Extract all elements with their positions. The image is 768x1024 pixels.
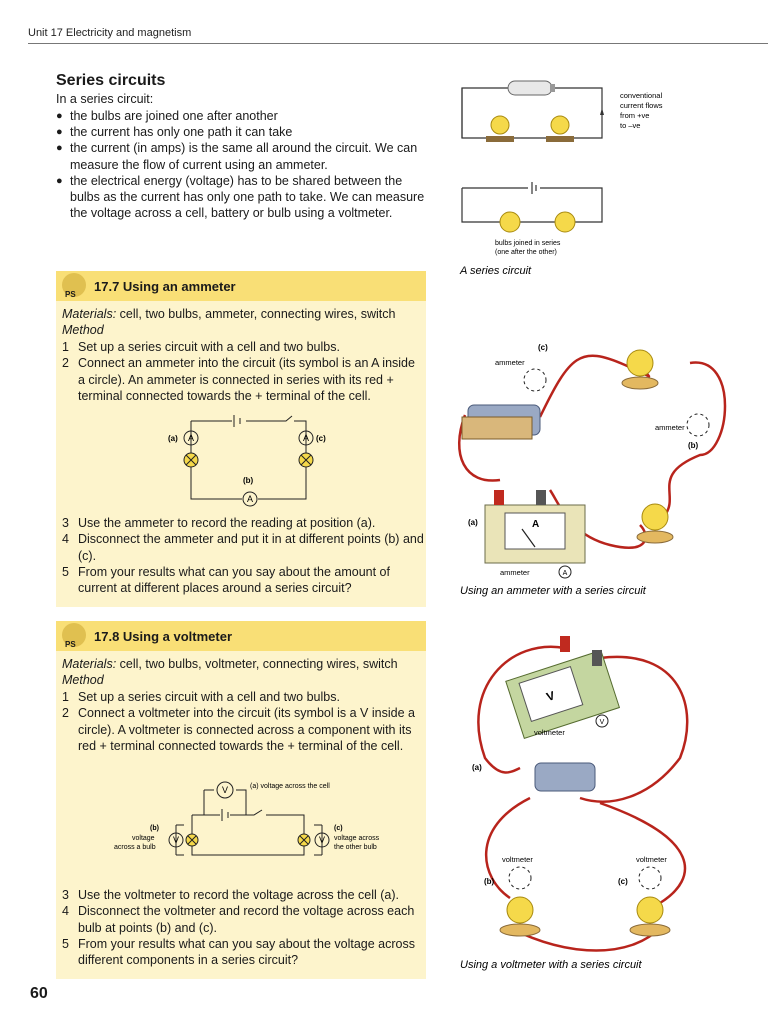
method-steps	[62, 515, 424, 596]
method-steps	[62, 689, 424, 754]
ammeter-circuit-diagram	[156, 411, 336, 511]
running-header: Unit 17 Electricity and magnetism	[28, 27, 192, 39]
ammeter-label: ammeter	[655, 423, 685, 432]
step-text: Set up a series circuit with a cell and two bulbs.	[78, 690, 340, 704]
voltmeter-label: voltmeter	[534, 728, 565, 737]
method-steps	[62, 339, 424, 404]
label-a: (a)	[472, 763, 482, 772]
bulb-icon	[546, 116, 574, 142]
meter-symbol: V	[221, 785, 229, 795]
materials-label: Materials:	[62, 307, 117, 321]
meter-symbol: A	[187, 433, 195, 443]
ps-badge: PS	[65, 290, 76, 299]
bullet-list	[56, 108, 426, 221]
step-text: Connect an ammeter into the circuit (its symbol is an A inside a circle). An ammeter is connected in series with its red + terminal connected towards the + terminal of the cell.	[78, 356, 415, 403]
bulbs-note: bulbs joined in series	[495, 240, 561, 247]
step-number: 4	[62, 532, 69, 547]
label-c: (c)	[316, 434, 326, 443]
ammeter-label: ammeter	[495, 358, 525, 367]
voltmeter-label: voltmeter	[502, 855, 533, 864]
bulb-icon	[486, 116, 514, 142]
step-item	[62, 339, 424, 355]
bullet-item: ● the bulbs are joined one after another	[56, 108, 426, 124]
step-item	[62, 689, 424, 705]
step-number: 3	[62, 516, 69, 530]
bulb-icon	[630, 897, 670, 936]
flow-note: to –ve	[620, 121, 641, 130]
meter-symbol: A	[532, 519, 540, 530]
bullet-item: ● the current has only one path it can take	[56, 124, 426, 140]
materials-line	[62, 307, 422, 321]
figure-caption: Using an ammeter with a series circuit	[460, 585, 646, 597]
figure-caption: Using a voltmeter with a series circuit	[460, 959, 642, 971]
step-item	[62, 705, 424, 754]
step-text: Connect a voltmeter into the circuit (its symbol is a V inside a circle). A voltmeter is connected across a component with its red + terminal connected towards the + terminal of the cell.	[78, 706, 415, 753]
step-item	[62, 515, 424, 531]
voltmeter-circuit-diagram	[104, 775, 404, 875]
step-number: 5	[62, 564, 69, 579]
label-a: (a)	[468, 518, 478, 527]
step-item	[62, 887, 424, 903]
label-b: (b)	[243, 476, 254, 485]
step-text: Use the ammeter to record the reading at position (a).	[78, 516, 376, 530]
ps-badge: PS	[65, 640, 76, 649]
step-item	[62, 903, 424, 936]
voltmeter-label: voltmeter	[636, 855, 667, 864]
label-b-desc: across a bulb	[114, 844, 156, 851]
meter-symbol: V	[599, 719, 605, 726]
label-c-desc: voltage across	[334, 835, 380, 842]
step-number: 1	[62, 690, 69, 704]
label-c-desc: the other bulb	[334, 844, 377, 851]
series-circuit-figure	[450, 70, 690, 280]
materials-text: cell, two bulbs, ammeter, connecting wires, switch	[116, 307, 396, 321]
materials-line	[62, 657, 422, 671]
voltmeter-figure	[450, 628, 750, 973]
step-text: Disconnect the ammeter and put it in at different points (b) and (c).	[78, 532, 424, 563]
step-number: 2	[62, 706, 69, 721]
meter-symbol: V	[318, 835, 326, 845]
label-c: (c)	[334, 825, 343, 832]
step-item	[62, 531, 424, 564]
materials-label: Materials:	[62, 657, 117, 671]
figure-caption: A series circuit	[460, 265, 532, 277]
step-number: 5	[62, 936, 69, 951]
label-b: (b)	[150, 825, 159, 832]
step-text: Set up a series circuit with a cell and two bulbs.	[78, 340, 340, 354]
flow-note: current flows	[620, 101, 663, 110]
flow-note: from +ve	[620, 111, 650, 120]
meter-symbol: A	[302, 433, 310, 443]
step-item	[62, 355, 424, 404]
activity-title: 17.7 Using an ammeter	[94, 279, 236, 294]
header-divider	[28, 43, 768, 44]
flow-note: conventional	[620, 91, 663, 100]
label-a: (a)	[168, 434, 178, 443]
label-b: (b)	[484, 877, 495, 886]
step-item	[62, 564, 424, 597]
step-text: Use the voltmeter to record the voltage across the cell (a).	[78, 888, 399, 902]
step-text: From your results what can you say about the amount of current at different places around a series circuit?	[78, 564, 390, 596]
activity-title: 17.8 Using a voltmeter	[94, 629, 232, 644]
step-number: 1	[62, 340, 69, 354]
step-number: 4	[62, 904, 69, 919]
meter-symbol: A	[562, 570, 568, 577]
method-label: Method	[62, 323, 104, 337]
step-number: 2	[62, 356, 69, 371]
method-label: Method	[62, 673, 104, 687]
page-number: 60	[30, 985, 48, 1002]
section-intro: In a series circuit:	[56, 92, 154, 106]
step-text: Disconnect the voltmeter and record the voltage across each bulb at points (b) and (c).	[78, 904, 415, 935]
bulbs-note: (one after the other)	[495, 249, 557, 256]
bulb-icon	[622, 350, 658, 389]
label-b: (b)	[688, 441, 699, 450]
step-text: From your results what can you say about the voltage across different components in a series circuit?	[78, 936, 415, 968]
label-c: (c)	[538, 343, 548, 352]
label-b-desc: voltage	[132, 835, 155, 842]
method-steps	[62, 887, 424, 968]
step-item	[62, 936, 424, 969]
ammeter-figure	[450, 335, 750, 605]
legend-label: ammeter	[500, 568, 530, 577]
materials-text: cell, two bulbs, voltmeter, connecting wires, switch	[116, 657, 398, 671]
bulb-icon	[500, 897, 540, 936]
meter-symbol: V	[544, 688, 557, 705]
bullet-item: ● the electrical energy (voltage) has to be shared between the bulbs as the current has only one path to take. We can measure the voltage across a cell, battery or bulb using a voltmeter.	[56, 173, 426, 222]
activity-panel-voltmeter	[56, 621, 426, 979]
bullet-item: ● the current (in amps) is the same all around the circuit. We can measure the flow of current using an ammeter.	[56, 140, 426, 172]
label-c: (c)	[618, 877, 628, 886]
label-a: (a) voltage across the cell	[250, 783, 330, 790]
step-number: 3	[62, 888, 69, 902]
meter-symbol: V	[172, 835, 180, 845]
section-heading: Series circuits	[56, 72, 166, 89]
activity-header	[56, 271, 426, 301]
activity-panel-ammeter	[56, 271, 426, 607]
meter-symbol: A	[246, 494, 254, 504]
activity-header	[56, 621, 426, 651]
